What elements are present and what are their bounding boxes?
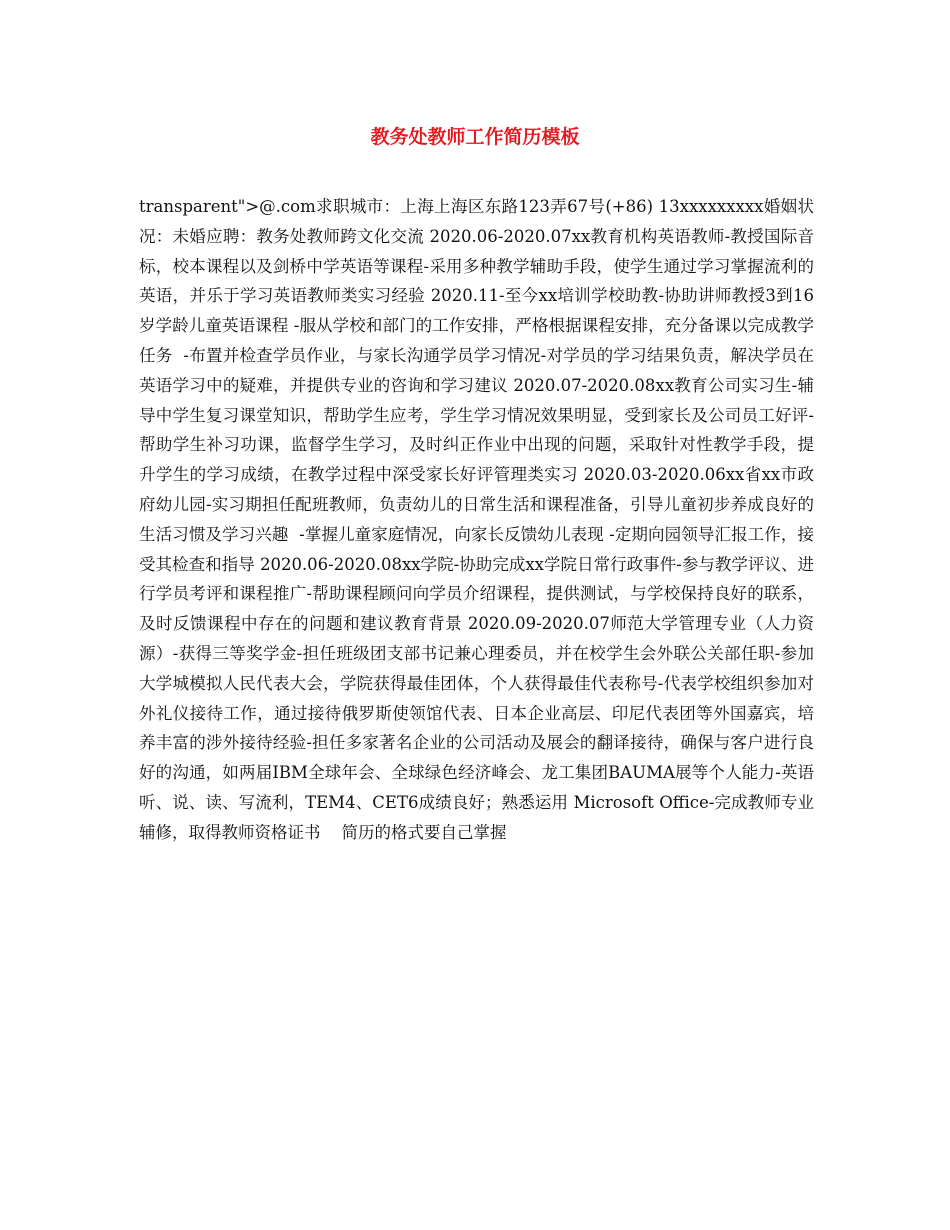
document-title: 教务处教师工作简历模板 xyxy=(370,126,580,148)
document-body-text: transparent">@.com求职城市：上海上海区东路123弄67号(+86) 13xxxxxxxxx婚姻状况：未婚应聘：教务处教师跨文化交流 2020.06-2020.07xx教育机构英语教师-教授国际音标，校本课程以及剑桥中学英语等课程-采用多种教学辅助手段，使学生通过学习掌握流利的英语，并乐于学习英语教师类实习经验 2020.11-至今xx培训学校助教-协助讲师教授3到16岁学龄儿童英语课程 -服从学校和部门的工作安排，严格根据课程安排，充分备课以完成教学任务 -布置并检查学员作业，与家长沟通学员学习情况-对学员的学习结果负责，解决学员在英语学习中的疑难，并提供专业的咨询和学习建议 2020.07-2020.08xx教育公司实习生-辅导中学生复习课堂知识，帮助学生应考，学生学习情况效果明显，受到家长及公司员工好评-帮助学生补习功课，监督学生学习，及时纠正作业中出现的问题，采取针对性教学手段，提升学生的学习成绩，在教学过程中深受家长好评管理类实习 2020.03-2020.06xx省xx市政府幼儿园-实习期担任配班教师，负责幼儿的日常生活和课程准备，引导儿童初步养成良好的生活习惯及学习兴趣 -掌握儿童家庭情况，向家长反馈幼儿表现 -定期向园领导汇报工作，接受其检查和指导 2020.06-2020.08xx学院-协助完成xx学院日常行政事件-参与教学评议、进行学员考评和课程推广-帮助课程顾问向学员介绍课程，提供测试，与学校保持良好的联系，及时反馈课程中存在的问题和建议教育背景 2020.09-2020.07师范大学管理专业（人力资源）-获得三等奖学金-担任班级团支部书记兼心理委员，并在校学生会外联公关部任职-参加大学城模拟人民代表大会，学院获得最佳团体，个人获得最佳代表称号-代表学校组织参加对外礼仪接待工作，通过接待俄罗斯使领馆代表、日本企业高层、印尼代表团等外国嘉宾，培养丰富的涉外接待经验-担任多家著名企业的公司活动及展会的翻译接待，确保与客户进行良好的沟通，如两届IBM全球年会、全球绿色经济峰会、龙工集团BAUMA展等个人能力-英语听、说、读、写流利，TEM4、CET6成绩良好；熟悉运用 Microsoft Office-完成教师专业辅修，取得教师资格证书 简历的格式要自己掌握 xyxy=(139,197,814,842)
